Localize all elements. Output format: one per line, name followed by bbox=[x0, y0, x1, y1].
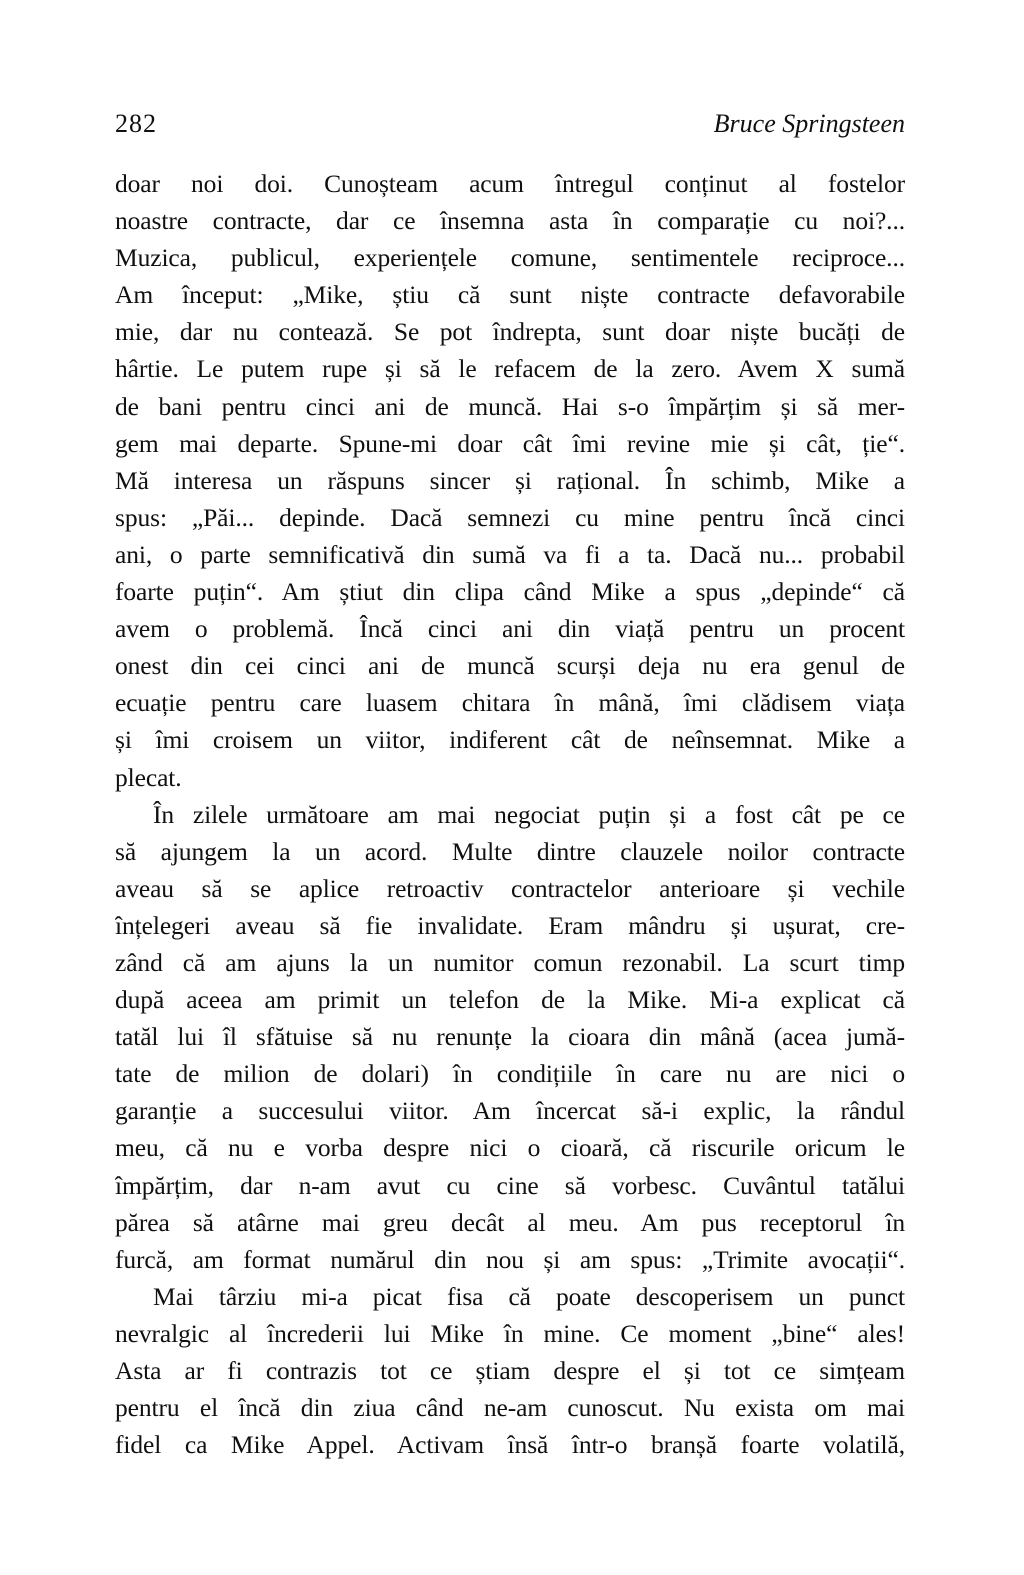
text-line: Am început: „Mike, știu că sunt niște contracte defavorabile bbox=[115, 280, 905, 310]
text-line: hârtie. Le putem rupe și să le refacem de la zero. Avem X sumă bbox=[115, 354, 905, 384]
text-line: tate de milion de dolari) în condițiile în care nu are nici o bbox=[115, 1059, 905, 1089]
text-line: garanție a succesului viitor. Am încercat să-i explic, la rândul bbox=[115, 1096, 905, 1126]
text-line: Muzica, publicul, experiențele comune, sentimentele reciproce... bbox=[115, 243, 905, 273]
text-line: Asta ar fi contrazis tot ce știam despre el și tot ce simțeam bbox=[115, 1356, 905, 1385]
text-line: fidel ca Mike Appel. Activam însă într-o branșă foarte volatilă, bbox=[115, 1430, 905, 1460]
text-line: înțelegeri aveau să fie invalidate. Eram mândru și ușurat, cre- bbox=[115, 910, 905, 940]
text-line: după aceea am primit un telefon de la Mike. Mi-a explicat că bbox=[115, 985, 905, 1015]
text-line: ani, o parte semnificativă din sumă va fi a ta. Dacă nu... probabil bbox=[115, 539, 905, 569]
text-line: zând că am ajuns la un numitor comun rezonabil. La scurt timp bbox=[115, 947, 905, 977]
text-line: pentru el încă din ziua când ne-am cunoscut. Nu exista om mai bbox=[115, 1393, 905, 1423]
page-body bbox=[115, 165, 905, 1463]
text-line: foarte puțin“. Am știut din clipa când Mike a spus „depinde“ că bbox=[115, 577, 905, 607]
text-line: avem o problemă. Încă cinci ani din viață pentru un procent bbox=[115, 614, 905, 644]
text-line: Mai târziu mi-a picat fisa că poate descoperisem un punct bbox=[153, 1281, 905, 1311]
text-line: să ajungem la un acord. Multe dintre clauzele noilor contracte bbox=[115, 836, 905, 866]
text-line: părea să atârne mai greu decât al meu. Am pus receptorul în bbox=[115, 1207, 905, 1237]
text-line: aveau să se aplice retroactiv contractelor anterioare și vechile bbox=[115, 873, 905, 903]
text-line: furcă, am format numărul din nou și am spus: „Trimite avocații“. bbox=[115, 1244, 905, 1274]
running-header-title: Bruce Springsteen bbox=[713, 109, 905, 138]
text-line: și îmi croisem un viitor, indiferent cât de neînsemnat. Mike a bbox=[115, 725, 905, 755]
running-head bbox=[115, 108, 905, 140]
page-number: 282 bbox=[115, 109, 157, 138]
text-line: spus: „Păi... depinde. Dacă semnezi cu mine pentru încă cinci bbox=[115, 502, 905, 532]
text-line: nevralgic al încrederii lui Mike în mine. Ce moment „bine“ ales! bbox=[115, 1318, 905, 1348]
text-line: meu, că nu e vorba despre nici o cioară, că riscurile oricum le bbox=[115, 1133, 905, 1163]
text-line: doar noi doi. Cunoșteam acum întregul conținut al fostelor bbox=[115, 169, 905, 198]
text-line: împărțim, dar n-am avut cu cine să vorbesc. Cuvântul tatălui bbox=[115, 1170, 905, 1200]
text-line: plecat. bbox=[115, 762, 182, 792]
text-line: gem mai departe. Spune-mi doar cât îmi revine mie și cât, ție“. bbox=[115, 428, 905, 458]
text-line: ecuație pentru care luasem chitara în mână, îmi clădisem viața bbox=[115, 688, 905, 718]
text-line: onest din cei cinci ani de muncă scurși deja nu era genul de bbox=[115, 651, 905, 681]
text-line: mie, dar nu contează. Se pot îndrepta, sunt doar niște bucăți de bbox=[115, 317, 905, 347]
text-line: noastre contracte, dar ce însemna asta în comparație cu noi?... bbox=[115, 206, 905, 236]
text-line: În zilele următoare am mai negociat puțin și a fost cât pe ce bbox=[153, 799, 905, 829]
text-line: de bani pentru cinci ani de muncă. Hai s-o împărțim și să mer- bbox=[115, 391, 905, 421]
text-line: Mă interesa un răspuns sincer și rațional. În schimb, Mike a bbox=[115, 465, 905, 495]
text-line: tatăl lui îl sfătuise să nu renunțe la cioara din mână (acea jumă- bbox=[115, 1022, 905, 1052]
